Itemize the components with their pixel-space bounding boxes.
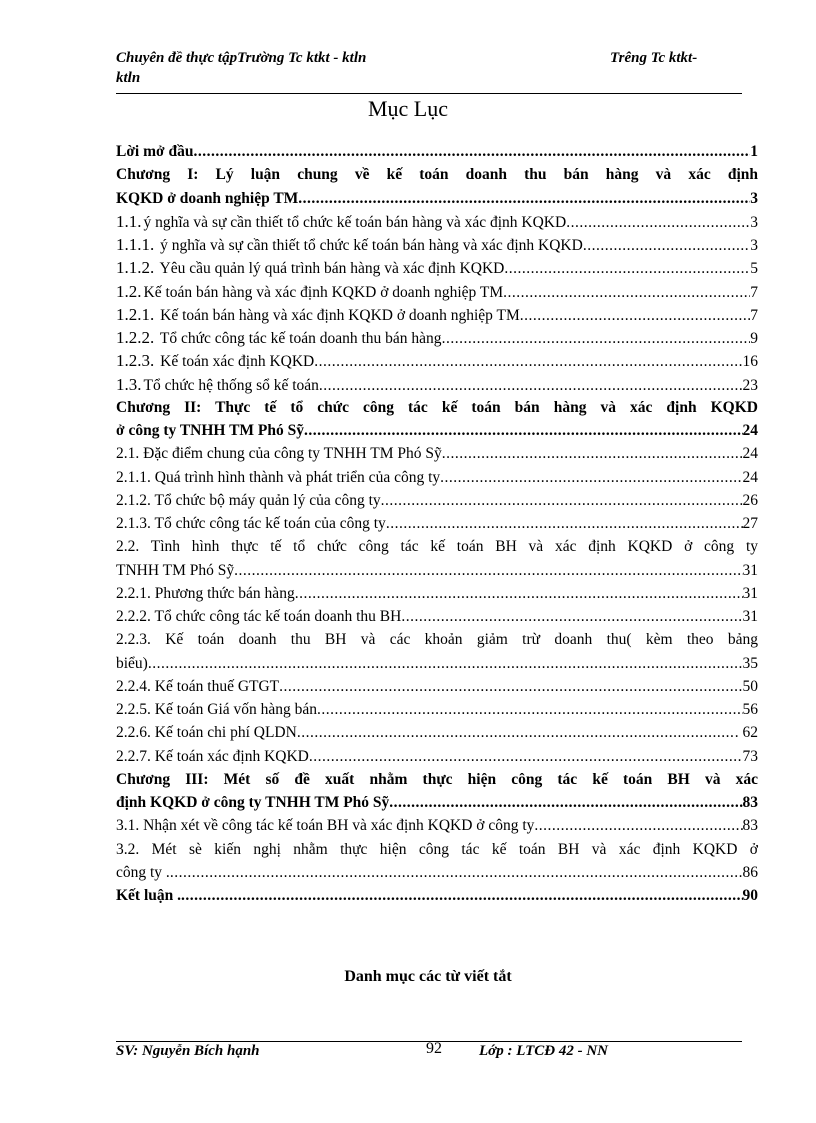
toc-entry bbox=[116, 791, 758, 814]
toc-entry bbox=[116, 326, 758, 349]
toc-page-number: . 62 bbox=[734, 724, 758, 742]
toc-entry-text bbox=[116, 466, 440, 489]
toc-entry-text bbox=[116, 675, 279, 698]
toc-entry-number: 1.2.2. bbox=[116, 328, 155, 347]
toc-page-number: 26 bbox=[742, 491, 758, 509]
toc-entry-text bbox=[116, 256, 504, 280]
toc-entry bbox=[116, 489, 758, 512]
toc-entry-number: 1.2.3. bbox=[116, 351, 155, 371]
toc-entry-number: 1.2. bbox=[116, 281, 142, 301]
toc-dot-leader bbox=[386, 512, 743, 535]
header-left-line2: ktln bbox=[116, 70, 141, 86]
toc-entry bbox=[116, 396, 758, 419]
header-left-line1: Chuyên đề thực tậpTrường Tc ktkt - ktln bbox=[116, 50, 367, 66]
toc-entry bbox=[116, 768, 758, 791]
toc-entry bbox=[116, 373, 758, 396]
toc-entry-text bbox=[116, 791, 389, 814]
toc-page-number: 86 bbox=[742, 863, 758, 881]
toc-entry-label: TNHH TM Phó Sỹ bbox=[116, 561, 235, 579]
toc-entry-number: 1.1. bbox=[116, 211, 142, 231]
toc-entry bbox=[116, 861, 758, 884]
toc-dot-leader bbox=[442, 442, 743, 465]
toc-entry bbox=[116, 512, 758, 535]
toc-entry-text bbox=[116, 210, 566, 234]
toc-dot-leader bbox=[503, 281, 750, 304]
toc-entry-label: Kế toán bán hàng và xác định KQKD ở doanh nghiệp TM bbox=[143, 283, 504, 301]
toc-entry-label: Chương I: Lý luận chung về kế toán doanh thu bán hàng và xác định bbox=[116, 166, 758, 184]
toc-dot-leader bbox=[442, 327, 751, 350]
toc-entry bbox=[116, 652, 758, 675]
toc-page-number: 5 bbox=[750, 260, 758, 278]
toc-dot-leader bbox=[298, 187, 750, 210]
footer-class: Lớp : LTCĐ 42 - NN bbox=[479, 1043, 609, 1059]
toc-dot-leader bbox=[381, 489, 743, 512]
toc-entry-text bbox=[116, 721, 297, 744]
toc-entry-text bbox=[116, 559, 234, 582]
toc-entry-label: 2.2.1. Phương thức bán hàng bbox=[116, 584, 295, 602]
toc-page-number: 3 bbox=[750, 189, 758, 207]
footer-page-number: 92 bbox=[426, 1040, 442, 1057]
toc-entry-label: 2.2.7. Kế toán xác định KQKD bbox=[116, 747, 309, 765]
toc-page-number: 1 bbox=[750, 143, 758, 160]
toc-entry bbox=[116, 721, 758, 744]
toc-entry-text bbox=[116, 861, 170, 884]
toc-dot-leader bbox=[440, 466, 742, 489]
toc-page-number: 56 bbox=[742, 701, 758, 718]
toc-entry-label: biểu) bbox=[116, 654, 148, 672]
toc-entry bbox=[116, 163, 758, 186]
toc-entry bbox=[116, 210, 758, 233]
toc-page-number: 31 bbox=[742, 608, 758, 625]
toc-entry-label: 3.2. Mét sè kiến nghị nhằm thực hiện công tác kế toán BH và xác định KQKD ở bbox=[116, 840, 758, 858]
table-of-contents bbox=[116, 140, 758, 907]
toc-entry-text bbox=[116, 373, 319, 397]
toc-entry-text bbox=[116, 489, 381, 512]
toc-entry-text bbox=[116, 745, 309, 768]
toc-entry-label: Kế toán bán hàng và xác định KQKD ở doanh nghiệp TM bbox=[156, 306, 520, 324]
toc-entry bbox=[116, 280, 758, 303]
toc-entry-text bbox=[116, 814, 534, 837]
toc-entry-text bbox=[116, 442, 442, 465]
toc-page-number: 73 bbox=[742, 747, 758, 765]
page-title: Mục Lục bbox=[367, 96, 449, 121]
toc-entry-label: ý nghĩa và sự cần thiết tổ chức kế toán bán hàng và xác định KQKD bbox=[156, 237, 583, 254]
toc-entry-number: 1.3. bbox=[116, 374, 142, 394]
toc-entry-text bbox=[116, 419, 304, 442]
toc-dot-leader bbox=[297, 721, 735, 744]
toc-page-number: 35 bbox=[742, 654, 758, 672]
toc-entry-label: công ty . bbox=[116, 863, 170, 881]
toc-entry-text bbox=[116, 838, 758, 861]
toc-entry bbox=[116, 140, 758, 163]
toc-dot-leader bbox=[520, 304, 751, 327]
toc-entry bbox=[116, 582, 758, 605]
toc-entry-label: Yêu cầu quản lý quá trình bán hàng và xác định KQKD bbox=[156, 260, 505, 278]
toc-entry-number: 1.1.1. bbox=[116, 235, 155, 254]
toc-dot-leader bbox=[193, 140, 750, 163]
toc-page-number: 3 bbox=[750, 237, 758, 254]
toc-entry bbox=[116, 349, 758, 372]
toc-dot-leader bbox=[279, 675, 742, 698]
toc-entry-text bbox=[116, 884, 181, 907]
toc-dot-leader bbox=[170, 861, 743, 884]
toc-entry bbox=[116, 419, 758, 442]
toc-dot-leader bbox=[534, 814, 742, 837]
toc-page-number: 24 bbox=[742, 422, 758, 439]
toc-page-number: 83 bbox=[742, 794, 758, 811]
toc-entry-number: 1.2.1. bbox=[116, 304, 155, 324]
toc-entry-text bbox=[116, 628, 758, 651]
toc-entry-label: Lời mở đầu bbox=[116, 143, 194, 160]
toc-entry-label: định KQKD ở công ty TNHH TM Phó Sỹ bbox=[116, 794, 390, 811]
toc-entry-text bbox=[116, 582, 295, 605]
toc-entry-text bbox=[116, 163, 758, 186]
toc-entry-label: ở công ty TNHH TM Phó Sỹ bbox=[116, 422, 305, 439]
toc-page-number: 24 bbox=[742, 468, 758, 486]
toc-entry-label: 2.2.3. Kế toán doanh thu BH và các khoản giảm trừ doanh thu( kèm theo bảng bbox=[116, 631, 758, 649]
toc-entry-text bbox=[116, 512, 386, 535]
toc-entry-text bbox=[116, 303, 520, 327]
toc-entry-text bbox=[116, 768, 758, 791]
toc-page-number: 16 bbox=[742, 353, 758, 371]
toc-page-number: 24 bbox=[742, 445, 758, 463]
toc-entry-text bbox=[116, 187, 298, 210]
toc-dot-leader bbox=[389, 791, 742, 814]
toc-dot-leader bbox=[304, 419, 742, 442]
toc-entry bbox=[116, 442, 758, 465]
abbreviation-list-heading: Danh mục các từ viết tắt bbox=[344, 968, 512, 985]
toc-entry bbox=[116, 559, 758, 582]
toc-dot-leader bbox=[309, 745, 743, 768]
toc-entry-label: Kế toán xác định KQKD bbox=[156, 353, 315, 371]
toc-entry bbox=[116, 466, 758, 489]
toc-dot-leader bbox=[317, 698, 742, 721]
toc-entry bbox=[116, 675, 758, 698]
toc-dot-leader bbox=[319, 374, 743, 397]
toc-dot-leader bbox=[234, 559, 742, 582]
toc-entry bbox=[116, 814, 758, 837]
toc-dot-leader bbox=[401, 605, 742, 628]
toc-page-number: 31 bbox=[742, 561, 758, 579]
toc-dot-leader bbox=[566, 211, 750, 234]
toc-entry-label: 2.2.2. Tổ chức công tác kế toán doanh thu BH bbox=[116, 608, 402, 625]
toc-entry-number: 1.1.2. bbox=[116, 258, 155, 278]
toc-entry-text bbox=[116, 605, 401, 628]
toc-entry-label: 2.1.1. Quá trình hình thành và phát triển của công ty bbox=[116, 468, 441, 486]
toc-entry-label: ý nghĩa và sự cần thiết tổ chức kế toán bán hàng và xác định KQKD bbox=[143, 213, 567, 231]
header-rule bbox=[116, 93, 742, 94]
toc-entry-text bbox=[116, 280, 503, 304]
toc-entry-label: Tổ chức công tác kế toán doanh thu bán hàng bbox=[156, 330, 442, 347]
toc-entry-text bbox=[116, 140, 193, 163]
toc-entry bbox=[116, 605, 758, 628]
toc-page-number: 90 bbox=[742, 887, 758, 904]
toc-entry-label: 2.2.6. Kế toán chi phí QLDN bbox=[116, 724, 297, 742]
toc-entry-text bbox=[116, 396, 758, 419]
toc-page-number: 9 bbox=[750, 330, 758, 347]
toc-dot-leader bbox=[295, 582, 743, 605]
toc-dot-leader bbox=[148, 652, 743, 675]
toc-entry-label: Tổ chức hệ thống sổ kế toán bbox=[143, 376, 319, 394]
toc-entry-text bbox=[116, 698, 317, 721]
toc-entry-label: 2.1.3. Tổ chức công tác kế toán của công ty bbox=[116, 515, 386, 532]
page-header bbox=[116, 50, 742, 94]
toc-entry bbox=[116, 535, 758, 558]
toc-entry-text bbox=[116, 326, 442, 350]
toc-entry-label: 2.2. Tình hình thực tế tổ chức công tác kế toán BH và xác định KQKD ở công ty bbox=[116, 538, 758, 556]
toc-entry bbox=[116, 628, 758, 651]
toc-entry-text bbox=[116, 349, 314, 373]
toc-entry bbox=[116, 698, 758, 721]
toc-entry-label: Chương II: Thực tế tổ chức công tác kế toán bán hàng và xác định KQKD bbox=[116, 398, 758, 416]
header-right: Trêng Tc ktkt- bbox=[610, 50, 698, 66]
toc-entry bbox=[116, 745, 758, 768]
toc-entry-text bbox=[116, 233, 583, 257]
toc-dot-leader bbox=[583, 234, 750, 257]
toc-entry-label: 2.2.4. Kế toán thuế GTGT bbox=[116, 677, 280, 695]
toc-dot-leader bbox=[314, 350, 742, 373]
toc-entry-label: Kết luận . bbox=[116, 887, 182, 904]
toc-entry bbox=[116, 187, 758, 210]
toc-entry bbox=[116, 233, 758, 256]
toc-entry bbox=[116, 884, 758, 907]
toc-entry-label: 3.1. Nhận xét về công tác kế toán BH và xác định KQKD ở công ty bbox=[116, 817, 535, 835]
toc-dot-leader bbox=[504, 257, 750, 280]
footer-student: SV: Nguyễn Bích hạnh bbox=[116, 1043, 260, 1059]
toc-page-number: 83 bbox=[742, 817, 758, 835]
toc-entry-label: KQKD ở doanh nghiệp TM bbox=[116, 189, 299, 207]
toc-page-number: 7 bbox=[750, 283, 758, 301]
toc-entry-text bbox=[116, 535, 758, 558]
toc-entry-label: 2.1. Đặc điểm chung của công ty TNHH TM Phó Sỹ bbox=[116, 445, 442, 463]
toc-dot-leader bbox=[181, 884, 742, 907]
toc-entry bbox=[116, 838, 758, 861]
toc-entry-label: 2.2.5. Kế toán Giá vốn hàng bán bbox=[116, 701, 318, 718]
toc-page-number: 50 bbox=[742, 677, 758, 695]
toc-entry-label: 2.1.2. Tổ chức bộ máy quản lý của công ty bbox=[116, 491, 381, 509]
toc-entry-text bbox=[116, 652, 148, 675]
toc-page-number: 23 bbox=[742, 376, 758, 394]
toc-entry bbox=[116, 256, 758, 279]
toc-page-number: 27 bbox=[742, 515, 758, 532]
toc-entry bbox=[116, 303, 758, 326]
toc-entry-label: Chương III: Mét số đề xuất nhằm thực hiện công tác kế toán BH và xác bbox=[116, 770, 758, 788]
toc-page-number: 31 bbox=[742, 584, 758, 602]
toc-page-number: 7 bbox=[750, 306, 758, 324]
toc-page-number: 3 bbox=[750, 213, 758, 231]
